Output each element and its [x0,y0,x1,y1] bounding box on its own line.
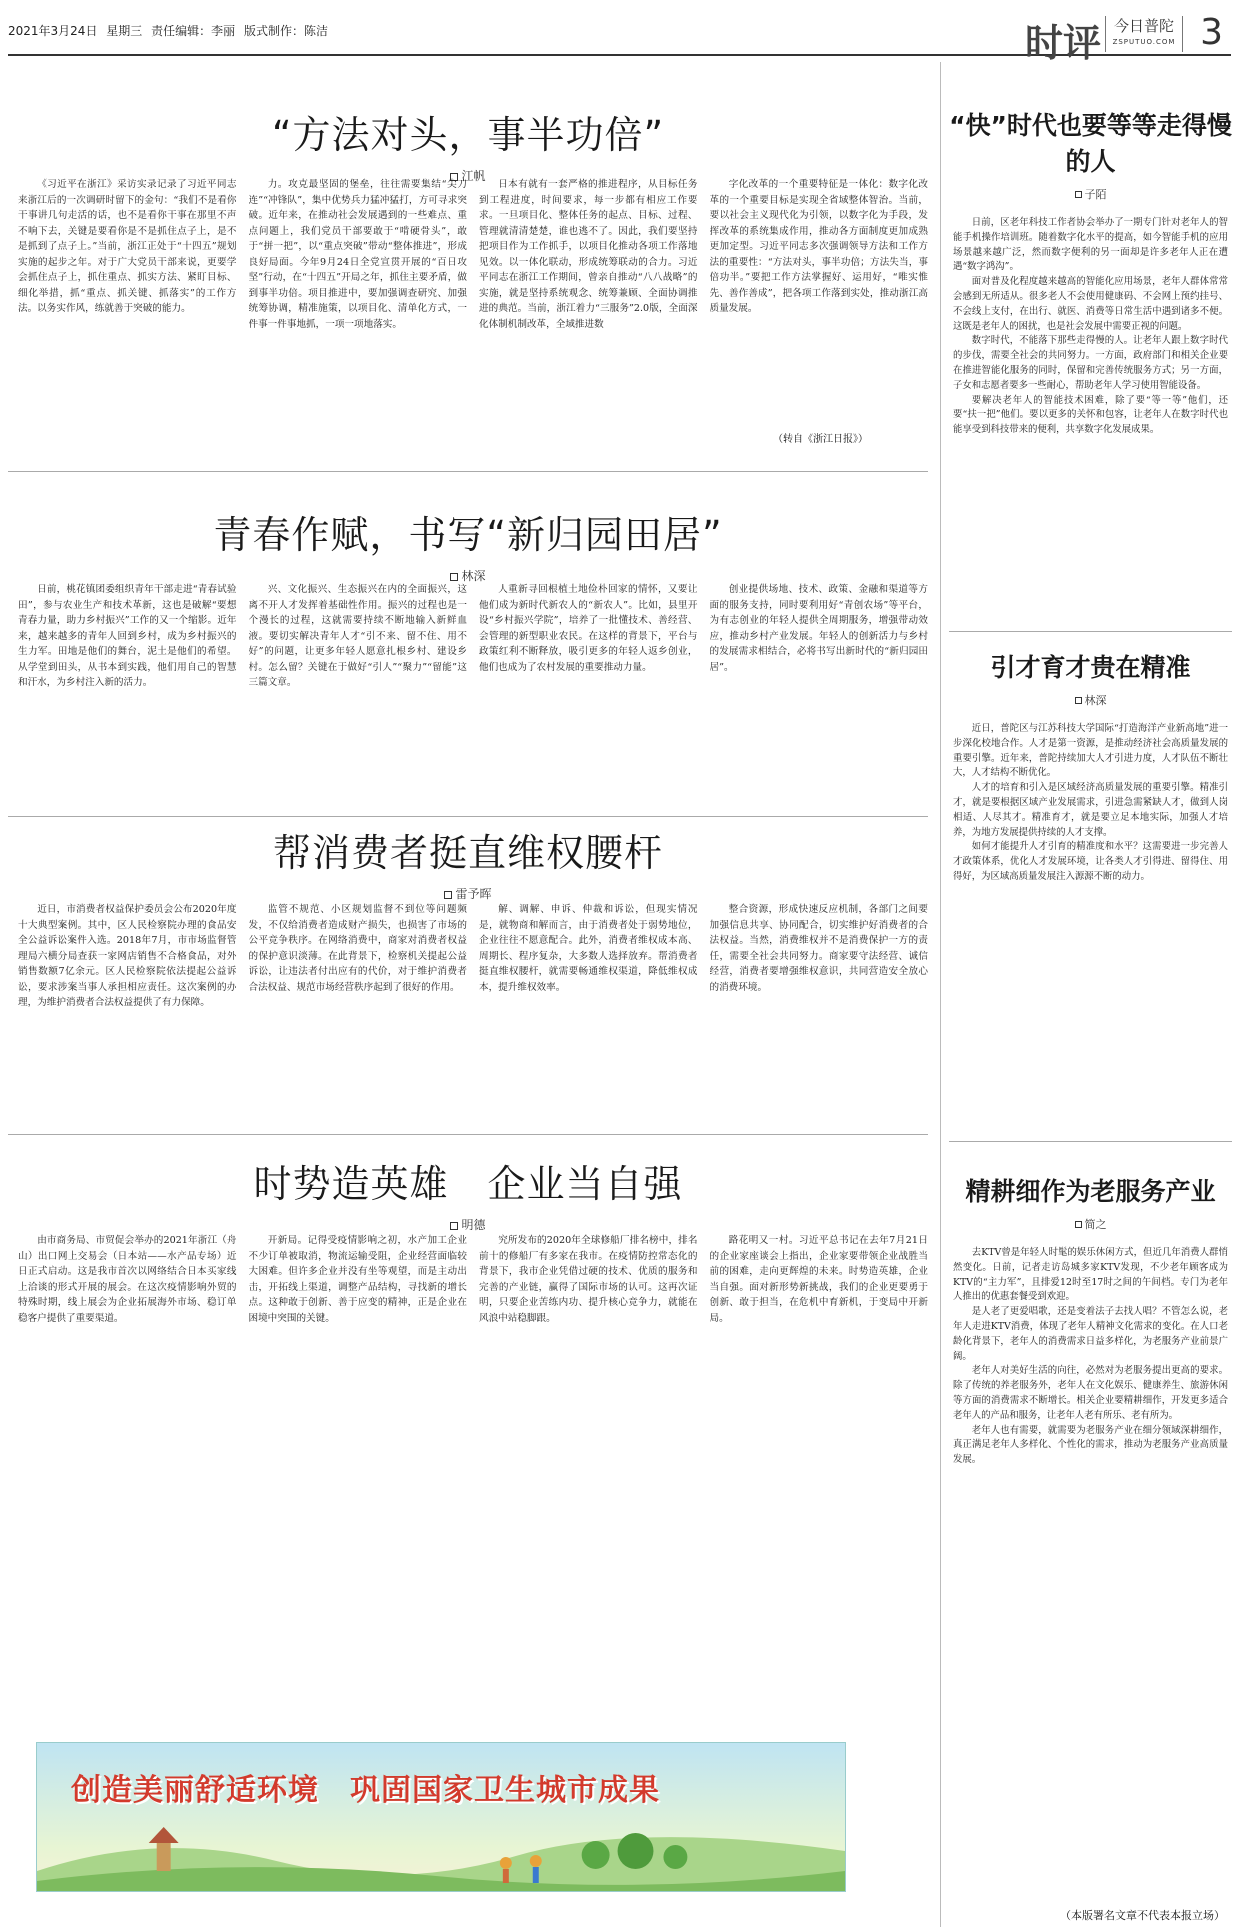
sidebar-author: 林深 [949,692,1232,708]
author-box-icon [1075,697,1082,704]
article-1 [8,62,928,472]
author-box-icon [1075,191,1082,198]
landscape-illustration [37,1811,845,1891]
sidebar-article-2 [949,632,1232,1142]
article-4 [8,1135,928,1795]
article-source: （转自《浙江日报》） [773,434,868,445]
article-headline: 帮消费者挺直维权腰杆 [272,831,663,875]
issue-date: 2021年3月24日 [8,24,98,38]
main-area [8,62,928,1927]
article-3 [8,817,928,1135]
article-column: 日前，桃花镇团委组织青年干部走进“青春试验田”，参与农业生产和技术革新，这也是破解“要想青春力量，助力乡村振兴”工作的又一个缩影。近年来，越来越多的青年人回到乡村，成为乡村振兴的生力军。田地是他们的舞台，泥土是他们的希望。从学堂到田头，从书本到实践，他们用自己的智慧和汗水，为乡村注入新的活力。 [18,584,237,688]
article-column: 日本有就有一套严格的推进程序，从目标任务到工程进度，时间要求，每一步都有相应工作要求。一旦项目化、整体任务的起点、目标、过程、管理就清清楚楚，谁也逃不了。因此，我们要坚持把项目作为工作抓手，以项目化推动各项工作落地见效。以一体化联动，形成统筹联动的合力。习近平同志在浙江工作期间，曾亲自推动“八八战略”的实施，就是坚持系统观念、统筹兼顾、全面协调推进的典范。当前，浙江着力“三服务”2.0版，全面深化体制机制改革，全域推进数 [479,179,698,330]
right-sidebar [940,62,1231,1927]
sidebar-article-1 [949,62,1232,632]
sidebar-body: 近日，普陀区与江苏科技大学国际“打造海洋产业新高地”进一步深化校地合作。人才是第一资源，是推动经济社会高质量发展的重要引擎。近年来，普陀持续加大人才引进力度，人才队伍不断壮大，人才结构不断优化。 人才的培育和引入是区域经济高质量发展的重要引擎。精准引才，就是要根据区域产业发展需求，引进急需紧缺人才，做到人岗相适、人尽其才。精准育才，就是要立足本地实际，加强人才培养，为地方发展提供持续的人才支撑。 如何才能提升人才引育的精准度和水平？这需要进一步完善人才政策体系，优化人才发展环境，让各类人才引得进、留得住、用得好，为区域高质量发展注入源源不断的动力。 [953,723,1228,882]
article-author: 江帆 [8,167,928,184]
newspaper-logo [1105,16,1183,52]
sidebar-body: 日前，区老年科技工作者协会举办了一期专门针对老年人的智能手机操作培训班。随着数字化水平的提高，如今智能手机的应用场景越来越广泛，然而数字便利的另一面却是许多老年人正在遭遇“数字鸿沟”。 面对普及化程度越来越高的智能化应用场景，老年人群体常常会感到无所适从。很多老人不会使用健康码、不会网上预约挂号、不会线上支付，在出行、就医、消费等日常生活中遇到诸多不便。这既是老年人的困扰，也是社会发展中需要正视的问题。 数字时代，不能落下那些走得慢的人。让老年人跟上数字时代的步伐，需要全社会的共同努力。一方面，政府部门和相关企业要在推进智能化服务的同时，保留和完善传统服务方式；另一方面，子女和志愿者要多一些耐心，帮助老年人学习使用智能设备。 要解决老年人的智能技术困难，除了要“等一等”他们，还要“扶一把”他们。要以更多的关怀和包容，让老年人在数字时代也能享受到科技带来的便利，共享数字化发展成果。 [953,217,1228,436]
article-headline: “方法对头，事半功倍” [271,113,665,157]
sidebar-headline: “快”时代也要等等走得慢的人 [949,111,1232,176]
article-columns [18,1233,928,1483]
article-column: 创业提供场地、技术、政策、金融和渠道等方面的服务支持，同时要利用好“青创农场”等平台，为有志创业的年轻人提供全周期服务，增强带动效应，推动乡村产业发展。年轻人的创新活力与乡村的发展需求相结合，必将书写出新时代的“新归园田居”。 [709,584,928,673]
article-column: 近日，市消费者权益保护委员会公布2020年度十大典型案例。其中，区人民检察院办理的食品安全公益诉讼案件入选。2018年7月，市市场监督管理局六横分局查获一家网店销售不合格食品，对外销售数额7亿余元。区人民检察院依法提起公益诉讼，要求涉案当事人承担相应责任。这次案例的办理，为维护消费者合法权益提供了有力保障。 [18,904,237,1008]
article-author: 雷予晖 [8,885,928,902]
public-service-banner [36,1742,846,1892]
editor-credit: 责任编辑：李丽 [151,24,236,38]
masthead [8,8,1231,65]
author-box-icon [450,1222,458,1230]
article-column: 兴、文化振兴、生态振兴在内的全面振兴，这离不开人才发挥着基础性作用。振兴的过程也是一个漫长的过程，这就需要持续不断地输入新鲜血液。要切实解决青年人才“引不来、留不住、用不好”的问题，让更多年轻人愿意扎根乡村、建设乡村。怎么留？关键在于做好“引人”“聚力”“留能”这三篇文章。 [248,584,467,688]
article-column: 《习近平在浙江》采访实录记录了习近平同志来浙江后的一次调研时留下的金句：“我们不是看你干事讲几句走活的话，也不是看你干事在那里不声不响下去，关键是要看你是不是抓住点子上，是不是抓到了点子上。”当前，浙江正处于“十四五”规划实施的起步之年。对于广大党员干部来说，更要学会抓住点子上，抓住重点、抓实方法、紧盯目标、细化举措，抓“重点、抓关键、抓落实”的工作方法。以务实作风，练就善于突破的能力。 [18,179,237,314]
article-2 [8,472,928,817]
banner-title: 创造美丽舒适环境 巩固国家卫生城市成果 [71,1773,660,1808]
article-column: 人重新寻回根植土地俭朴回家的情怀，又要让他们成为新时代新农人的“新农人”。比如，县里开设“乡村振兴学院”，培养了一批懂技术、善经营、会管理的新型职业农民。在这样的背景下，平台与政策红利不断释放，吸引更多的年轻人返乡创业，他们也成为了农村发展的重要推动力量。 [479,584,698,673]
article-column: 解、调解、申诉、仲裁和诉讼，但现实情况是，就物商和解而言，由于消费者处于弱势地位，企业往往不愿意配合。此外，消费者维权成本高、周期长、程序复杂，大多数人选择放弃。帮消费者挺直维权腰杆，就需要畅通维权渠道，降低维权成本，提升维权效率。 [479,904,698,993]
logo-text: 今日普陀 [1113,17,1174,35]
article-column: 力。攻克最坚固的堡垒，往往需要集结“尖刀连”“冲锋队”，集中优势兵力猛冲猛打，方可寻求突破。近年来，在推动社会发展遇到的一些难点、重点问题上，我们党员干部要敢于“啃硬骨头”，敢于“拼一把”，以“重点突破”带动“整体推进”，形成良好局面。今年9月24日全党宣贯开展的“百日攻坚”行动，在“十四五”开局之年，抓住主要矛盾，做到事半功倍。项目推进中，要加强调查研究、加强统筹协调，精准施策，以项目化、清单化方式，一件事一件事地抓，一项一项地落实。 [248,179,467,330]
sidebar-headline: 引才育才贵在精准 [990,653,1191,682]
article-author: 明德 [8,1216,928,1233]
article-column: 整合资源，形成快速反应机制，各部门之间要加强信息共享、协同配合，切实维护好消费者的合法权益。当然，消费维权并不是消费保护一方的责任，需要全社会共同努力。商家要守法经营、诚信经营，消费者要增强维权意识，共同营造安全放心的消费环境。 [709,904,928,993]
article-columns [18,902,928,1122]
article-headline: 青春作赋，书写“新归园田居” [213,513,723,557]
section-title: 时评 [1024,21,1101,65]
article-column: 由市商务局、市贸促会举办的2021年浙江（舟山）出口网上交易会（日本站——水产品专场）近日正式启动。这是我市首次以网络结合日本买家线上洽谈的形式开展的展会。在这次疫情影响外贸的特殊时期，线上展会为企业拓展海外市场、稳订单稳客户提供了重要渠道。 [18,1235,237,1324]
sidebar-body: 去KTV曾是年轻人时髦的娱乐休闲方式，但近几年消费人群悄然变化。日前，记者走访岛城多家KTV发现，不少老年顾客成为KTV的“主力军”，且排爱12时至17时之间的午间档。专门为老年人推出的优惠套餐受到欢迎。 是人老了更爱唱歌，还是变着法子去找人唱？不管怎么说，老年人走进KTV消费，体现了老年人精神文化需求的变化。在人口老龄化背景下，老年人的消费需求日益多样化，为老服务产业前景广阔。 老年人对美好生活的向往，必然对为老服务提出更高的要求。除了传统的养老服务外，老年人在文化娱乐、健康养生、旅游休闲等方面的消费需求不断增长。相关企业要精耕细作，开发更多适合老年人的产品和服务，让老年人老有所乐、老有所为。 老年人也有需要，就需要为老服务产业在细分领域深耕细作，真正满足老年人多样化、个性化的需求，推动为老服务产业高质量发展。 [953,1247,1228,1466]
author-box-icon [444,891,452,899]
author-box-icon [450,573,458,581]
issue-meta [8,22,333,39]
article-columns [18,582,928,802]
logo-url: ZSPUTUO.COM [1112,38,1176,46]
article-column: 字化改革的一个重要特征是一体化：数字化改革的一个重要目标是实现全省域整体智治。当前，要以社会主义现代化为引领，以数字化为手段，发挥改革的系统集成作用，推动各方面制度更加成熟更加定型。习近平同志多次强调领导方法和工作方法的重要性：“方法对头，事半功倍；方法失当，事倍功半。”要把工作方法掌握好、运用好，“唯实惟先、善作善成”，把各项工作落到实处，推动浙江高质量发展。 [709,179,928,314]
article-columns [18,177,928,412]
author-box-icon [1075,1221,1082,1228]
issue-weekday: 星期三 [106,24,143,38]
sidebar-author: 简之 [949,1216,1232,1232]
article-column: 究所发布的2020年全球修船厂排名榜中，排名前十的修船厂有多家在我市。在疫情防控常态化的背景下，我市企业凭借过硬的技术、优质的服务和完善的产业链，赢得了国际市场的认可。这再次证明，只要企业苦练内功、提升核心竞争力，就能在风浪中站稳脚跟。 [479,1235,698,1324]
article-column: 监管不规范、小区规划监督不到位等问题频发，不仅给消费者造成财产损失，也损害了市场的公平竞争秩序。在网络消费中，商家对消费者权益的保护意识淡薄。在此背景下，检察机关提起公益诉讼，让违法者付出应有的代价，对于维护消费者合法权益、规范市场经营秩序起到了很好的作用。 [248,904,467,993]
sidebar-author: 子陌 [949,186,1232,202]
sidebar-headline: 精耕细作为老服务产业 [965,1177,1216,1206]
sidebar-article-3 [949,1142,1232,1912]
article-column: 路花明又一村。习近平总书记在去年7月21日的企业家座谈会上指出，企业家要带领企业战胜当前的困难，走向更辉煌的未来。时势造英雄，企业当自强。面对新形势新挑战，我们的企业更要勇于创新、敢于担当，在危机中育新机，于变局中开新局。 [709,1235,928,1324]
page-number: 3 [1200,12,1223,53]
article-headline: 时势造英雄 企业当自强 [253,1162,683,1206]
article-column: 开新局。记得受疫情影响之初，水产加工企业不少订单被取消，物流运输受阻，企业经营面临较大困难。但许多企业并没有坐等观望，而是主动出击，开拓线上渠道，调整产品结构，寻找新的增长点。这种敢于创新、善于应变的精神，正是企业在困境中突围的关键。 [248,1235,467,1324]
designer-credit: 版式制作：陈洁 [243,24,328,38]
disclaimer: （本版署名文章不代表本报立场） [1060,1909,1225,1922]
article-author: 林深 [8,567,928,584]
